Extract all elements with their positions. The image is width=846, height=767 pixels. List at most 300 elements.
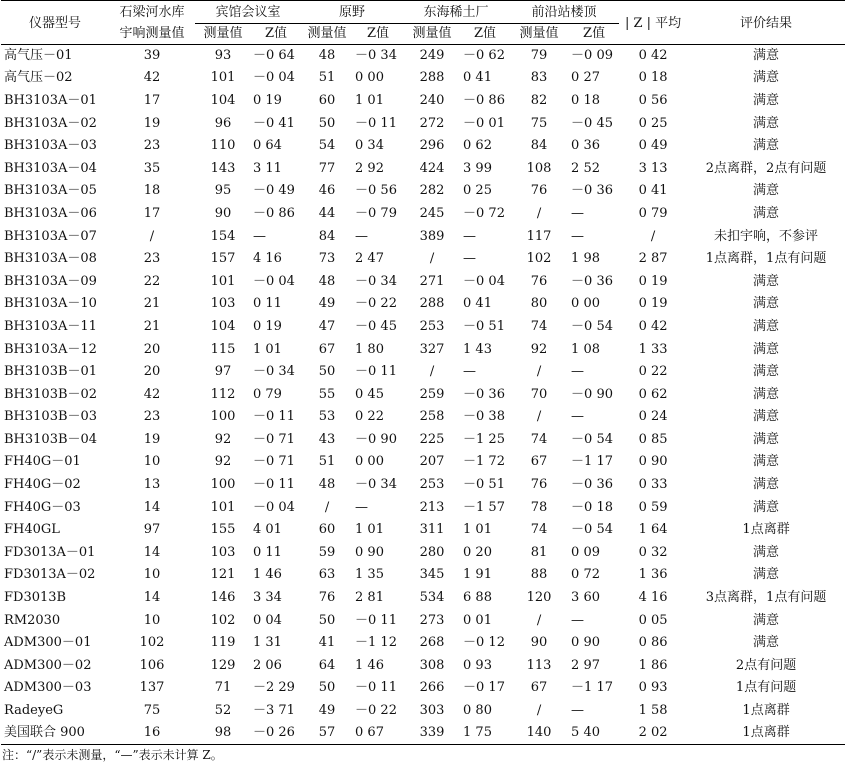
- site4-z-cell: 0 80: [463, 703, 492, 719]
- site5-z-cell: —: [571, 612, 585, 628]
- site5-z-cell: 1 98: [571, 251, 600, 267]
- zavg-cell: 0 85: [638, 431, 668, 447]
- site3-z-cell: 1 01: [355, 92, 384, 108]
- site5-z-cell: 5 40: [569, 722, 619, 745]
- result-cell: 满意: [753, 567, 780, 583]
- table-footnote: 注：“/”表示未测量，“—”表示未计算 Z。: [2, 748, 223, 762]
- model-cell: FD3013A－02: [4, 567, 96, 583]
- site1-value-cell: 23: [143, 138, 161, 154]
- site2-meas-cell: 157: [210, 251, 236, 267]
- site2-z-cell: －0 71: [253, 454, 295, 470]
- site2-meas-cell: 101: [210, 499, 236, 515]
- site4-z-cell: 0 41: [463, 296, 492, 312]
- result-cell: 2点离群，2点有问题: [705, 160, 827, 176]
- site4-meas-cell: 339: [403, 722, 461, 745]
- site5-meas-cell: 76: [530, 183, 548, 199]
- table-row: [1, 609, 845, 632]
- site4-z-cell: 0 41: [463, 70, 492, 86]
- site4-z-cell: 0 62: [463, 138, 492, 154]
- result-cell: 满意: [753, 205, 780, 221]
- site4-z-cell: 0 01: [463, 612, 492, 628]
- site5-z-cell: －0 36: [571, 273, 613, 289]
- site5-meas-cell: /: [536, 409, 542, 425]
- site4-meas-cell: 272: [419, 115, 445, 131]
- zavg-cell: 0 42: [638, 48, 668, 64]
- site4-meas-cell: /: [429, 364, 435, 380]
- site2-meas-cell: 143: [210, 160, 236, 176]
- site4-z-cell: －1 25: [463, 431, 505, 447]
- result-cell: 1点离群: [742, 522, 790, 538]
- site4-z-cell: －0 12: [463, 635, 505, 651]
- header-site1-line1: 石梁河水库: [109, 1, 195, 24]
- header-model: 仪器型号: [1, 1, 109, 45]
- site4-meas-cell: 271: [419, 273, 445, 289]
- header-result: 评价结果: [687, 1, 845, 45]
- site4-meas-cell: /: [429, 251, 435, 267]
- site4-z-cell: 1 43: [463, 341, 492, 357]
- result-cell: 满意: [753, 635, 780, 651]
- site1-value-cell: 19: [143, 115, 161, 131]
- site4-z-cell: －0 62: [463, 48, 505, 64]
- site2-meas-cell: 110: [210, 138, 236, 154]
- table-row: [1, 90, 845, 113]
- result-cell: 3点离群，1点有问题: [705, 590, 827, 606]
- site2-meas-cell: 154: [210, 228, 236, 244]
- table-row: [1, 157, 845, 180]
- site5-meas-cell: 67: [530, 454, 548, 470]
- site2-z-cell: －2 29: [253, 680, 295, 696]
- zavg-cell: 1 64: [638, 522, 668, 538]
- zavg-cell: 0 32: [638, 544, 668, 560]
- site5-meas-cell: 74: [530, 431, 548, 447]
- site4-meas-cell: 245: [419, 205, 445, 221]
- table-row: [1, 496, 845, 519]
- site5-meas-cell: 76: [530, 477, 548, 493]
- site3-z-cell: 2 81: [355, 590, 384, 606]
- site3-z-cell: －0 22: [355, 296, 397, 312]
- site3-z-cell: －0 90: [355, 431, 397, 447]
- site5-meas-cell: /: [536, 612, 542, 628]
- site3-meas-cell: 54: [318, 138, 336, 154]
- site4-z-cell: 0 20: [463, 544, 492, 560]
- site5-z-cell: －0 36: [571, 477, 613, 493]
- site5-meas-cell: 80: [530, 296, 548, 312]
- site4-z-cell: 1 91: [463, 567, 492, 583]
- site2-z-cell: 1 46: [253, 567, 282, 583]
- result-cell: 满意: [753, 364, 780, 380]
- site2-meas-cell: 104: [210, 92, 236, 108]
- site5-meas-cell: 102: [526, 251, 552, 267]
- site3-meas-cell: 60: [318, 522, 336, 538]
- header-site2: 宾馆会议室: [195, 1, 301, 24]
- table-row: [1, 203, 845, 226]
- result-cell: 满意: [753, 454, 780, 470]
- site4-meas-cell: 273: [419, 612, 445, 628]
- model-cell: RadeyeG: [4, 703, 64, 719]
- site2-z-cell: 0 04: [253, 612, 282, 628]
- site5-z-cell: －1 17: [571, 680, 613, 696]
- site5-meas-cell: 83: [530, 70, 548, 86]
- site1-value-cell: 106: [139, 657, 165, 673]
- result-cell: 满意: [753, 409, 780, 425]
- model-cell: BH3103B－01: [4, 364, 98, 380]
- site3-meas-cell: 48: [318, 273, 336, 289]
- model-cell: BH3103B－03: [4, 409, 98, 425]
- site2-meas-cell: 121: [210, 567, 236, 583]
- site2-z-cell: －0 86: [253, 205, 295, 221]
- site3-meas-cell: 48: [318, 477, 336, 493]
- table-row: [1, 180, 845, 203]
- site3-meas-cell: 47: [318, 318, 336, 334]
- zavg-cell: 0 19: [638, 273, 668, 289]
- header-site4: 东海稀土厂: [403, 1, 509, 24]
- site3-meas-cell: 50: [318, 612, 336, 628]
- site1-value-cell: 35: [143, 160, 161, 176]
- site4-z-cell: 0 25: [463, 183, 492, 199]
- zavg-cell: 0 18: [638, 70, 668, 86]
- site2-z-cell: 3 11: [253, 160, 282, 176]
- site3-z-cell: 0 00: [355, 454, 384, 470]
- site4-meas-cell: 280: [419, 544, 445, 560]
- site2-meas-cell: 93: [214, 48, 232, 64]
- site3-meas-cell: 60: [318, 92, 336, 108]
- site3-meas-cell: 76: [318, 590, 336, 606]
- zavg-cell: 0 22: [638, 364, 668, 380]
- site2-z-cell: －3 71: [253, 703, 295, 719]
- site1-value-cell: 42: [143, 70, 161, 86]
- site5-z-cell: －0 90: [571, 386, 613, 402]
- site5-meas-cell: 67: [530, 680, 548, 696]
- model-cell: ADM300－03: [4, 680, 92, 696]
- table-row: [1, 112, 845, 135]
- header-site3: 原野: [301, 1, 403, 24]
- site2-z-cell: 0 79: [253, 386, 282, 402]
- model-cell: BH3103A－07: [4, 228, 97, 244]
- site1-value-cell: 39: [143, 48, 161, 64]
- site5-z-cell: —: [571, 364, 585, 380]
- site2-meas-cell: 100: [210, 409, 236, 425]
- model-cell: BH3103A－12: [4, 341, 97, 357]
- model-cell: 高气压－02: [4, 70, 73, 86]
- site4-z-cell: －0 17: [463, 680, 505, 696]
- site3-z-cell: －0 56: [355, 183, 397, 199]
- site4-z-cell: －0 51: [463, 477, 505, 493]
- zavg-cell: 0 93: [638, 680, 668, 696]
- site4-meas-cell: 389: [419, 228, 445, 244]
- table-row: [1, 406, 845, 429]
- site3-meas-cell: 51: [318, 70, 336, 86]
- zavg-cell: 0 62: [638, 386, 668, 402]
- site5-z-cell: －0 54: [571, 318, 613, 334]
- site1-value-cell: 20: [143, 364, 161, 380]
- site3-meas-cell: 77: [318, 160, 336, 176]
- site4-z-cell: －1 57: [463, 499, 505, 515]
- site3-z-cell: —: [355, 228, 369, 244]
- site4-meas-cell: 207: [419, 454, 445, 470]
- site5-z-cell: 2 97: [571, 657, 600, 673]
- site4-meas-cell: 225: [419, 431, 445, 447]
- model-cell: BH3103A－05: [4, 183, 97, 199]
- site5-meas-cell: 74: [530, 522, 548, 538]
- site5-z-cell: 0 18: [571, 92, 600, 108]
- site1-value-cell: 42: [143, 386, 161, 402]
- zavg-cell: 0 24: [638, 409, 668, 425]
- site4-z-cell: —: [463, 364, 477, 380]
- site3-z-cell: 2 47: [355, 251, 384, 267]
- site2-meas-cell: 101: [210, 273, 236, 289]
- table-row: [1, 542, 845, 565]
- model-cell: BH3103A－04: [4, 160, 97, 176]
- site5-z-cell: 0 00: [571, 296, 600, 312]
- site2-z-cell: 0 19: [253, 318, 282, 334]
- site2-z-cell: －0 64: [253, 48, 295, 64]
- site3-z-cell: 0 45: [355, 386, 384, 402]
- model-cell: FH40G－03: [4, 499, 81, 515]
- table-row: [1, 135, 845, 158]
- site2-z-cell: 3 34: [253, 590, 282, 606]
- site3-meas-cell: 46: [318, 183, 336, 199]
- site5-meas-cell: 140: [509, 722, 569, 745]
- site1-value-cell: 13: [143, 477, 161, 493]
- site3-z-cell: 0 22: [355, 409, 384, 425]
- site2-z-cell: －0 34: [253, 364, 295, 380]
- site5-meas-cell: 81: [530, 544, 548, 560]
- header-z: Z值: [367, 26, 390, 41]
- site4-meas-cell: 534: [419, 590, 445, 606]
- site4-meas-cell: 268: [419, 635, 445, 651]
- model-cell: 美国联合 900: [1, 722, 109, 745]
- site4-z-cell: 6 88: [463, 590, 492, 606]
- zavg-cell: 1 36: [638, 567, 668, 583]
- site3-meas-cell: 53: [318, 409, 336, 425]
- zavg-cell: 0 41: [638, 183, 668, 199]
- model-cell: FD3013B: [4, 590, 67, 606]
- model-cell: BH3103A－08: [4, 251, 97, 267]
- site1-value-cell: 19: [143, 431, 161, 447]
- model-cell: BH3103A－03: [4, 138, 97, 154]
- model-cell: FH40GL: [4, 522, 60, 538]
- site2-meas-cell: 71: [214, 680, 232, 696]
- table-row: [1, 519, 845, 542]
- site3-z-cell: －0 34: [355, 48, 397, 64]
- site5-z-cell: —: [571, 409, 585, 425]
- site5-z-cell: －0 54: [571, 431, 613, 447]
- table-row: [1, 700, 845, 723]
- zavg-cell: 2 02: [619, 722, 687, 745]
- site1-value-cell: 18: [143, 183, 161, 199]
- site5-z-cell: －0 36: [571, 183, 613, 199]
- result-cell: 满意: [753, 48, 780, 64]
- site3-z-cell: 1 35: [355, 567, 384, 583]
- site2-meas-cell: 97: [214, 364, 232, 380]
- site3-meas-cell: 59: [318, 544, 336, 560]
- site3-z-cell: －0 79: [355, 205, 397, 221]
- model-cell: FD3013A－01: [4, 544, 96, 560]
- result-cell: 满意: [753, 92, 780, 108]
- site3-meas-cell: 44: [318, 205, 336, 221]
- site5-z-cell: 1 08: [571, 341, 600, 357]
- model-cell: FH40G－02: [4, 477, 81, 493]
- zavg-cell: 0 42: [638, 318, 668, 334]
- site3-z-cell: －0 34: [355, 273, 397, 289]
- site1-value-cell: 21: [143, 296, 161, 312]
- zavg-cell: 0 19: [638, 296, 668, 312]
- result-cell: 1点离群: [687, 722, 845, 745]
- site5-meas-cell: /: [536, 703, 542, 719]
- table-row: [1, 677, 845, 700]
- zavg-cell: 0 49: [638, 138, 668, 154]
- site1-value-cell: 137: [139, 680, 165, 696]
- table-row: [1, 316, 845, 339]
- site5-z-cell: —: [571, 703, 585, 719]
- site1-value-cell: 17: [143, 205, 161, 221]
- site4-meas-cell: 258: [419, 409, 445, 425]
- result-cell: 满意: [753, 115, 780, 131]
- result-cell: 满意: [753, 138, 780, 154]
- site3-meas-cell: 49: [318, 296, 336, 312]
- site4-meas-cell: 259: [419, 386, 445, 402]
- table-row: [1, 632, 845, 655]
- site5-meas-cell: 113: [526, 657, 552, 673]
- site5-z-cell: －0 09: [571, 48, 613, 64]
- site2-z-cell: －0 04: [253, 273, 295, 289]
- site1-value-cell: 23: [143, 251, 161, 267]
- zavg-cell: 4 16: [638, 590, 668, 606]
- table-row: [1, 655, 845, 678]
- result-cell: 满意: [753, 544, 780, 560]
- site2-z-cell: －0 41: [253, 115, 295, 131]
- site3-z-cell: －0 11: [355, 680, 397, 696]
- site4-z-cell: －0 38: [463, 409, 505, 425]
- site2-z-cell: －0 04: [253, 70, 295, 86]
- result-cell: 满意: [753, 431, 780, 447]
- zavg-cell: /: [650, 228, 656, 244]
- site5-meas-cell: 84: [530, 138, 548, 154]
- site3-meas-cell: 73: [318, 251, 336, 267]
- header-meas: 测量值: [519, 26, 559, 41]
- site1-value-cell: 10: [143, 612, 161, 628]
- site1-value-cell: 10: [143, 454, 161, 470]
- result-cell: 1点离群: [742, 703, 790, 719]
- site3-meas-cell: 63: [318, 567, 336, 583]
- site4-meas-cell: 311: [419, 522, 445, 538]
- site2-z-cell: －0 04: [253, 499, 295, 515]
- site5-z-cell: —: [571, 205, 585, 221]
- site3-meas-cell: /: [324, 499, 330, 515]
- zavg-cell: 0 56: [638, 92, 668, 108]
- site5-meas-cell: 117: [526, 228, 552, 244]
- result-cell: 满意: [753, 296, 780, 312]
- site4-meas-cell: 266: [419, 680, 445, 696]
- site5-meas-cell: 90: [530, 635, 548, 651]
- result-cell: 满意: [753, 273, 780, 289]
- result-cell: 满意: [753, 386, 780, 402]
- zavg-cell: 0 33: [638, 477, 668, 493]
- site4-z-cell: －0 86: [463, 92, 505, 108]
- table-row: [1, 270, 845, 293]
- site4-meas-cell: 240: [419, 92, 445, 108]
- site1-value-cell: 14: [143, 544, 161, 560]
- site5-meas-cell: 120: [526, 590, 552, 606]
- site5-meas-cell: 76: [530, 273, 548, 289]
- site1-value-cell: 10: [143, 567, 161, 583]
- site4-meas-cell: 249: [419, 48, 445, 64]
- table-row: [1, 338, 845, 361]
- site1-value-cell: 75: [143, 703, 161, 719]
- header-z: Z值: [583, 26, 606, 41]
- site2-z-cell: 0 11: [253, 544, 282, 560]
- site2-z-cell: 1 31: [253, 635, 282, 651]
- model-cell: RM2030: [4, 612, 61, 628]
- site2-meas-cell: 102: [210, 612, 236, 628]
- site5-z-cell: 3 60: [571, 590, 600, 606]
- result-cell: 满意: [753, 477, 780, 493]
- site2-z-cell: －0 11: [253, 409, 295, 425]
- zavg-cell: 0 25: [638, 115, 668, 131]
- site4-meas-cell: 296: [419, 138, 445, 154]
- site3-z-cell: －0 45: [355, 318, 397, 334]
- site4-meas-cell: 253: [419, 477, 445, 493]
- site2-meas-cell: 101: [210, 70, 236, 86]
- site1-value-cell: 22: [143, 273, 161, 289]
- table-row: [1, 383, 845, 406]
- site1-value-cell: 97: [143, 522, 161, 538]
- zavg-cell: 0 79: [638, 205, 668, 221]
- site2-meas-cell: 90: [214, 205, 232, 221]
- site2-meas-cell: 155: [210, 522, 236, 538]
- model-cell: BH3103A－09: [4, 273, 97, 289]
- site4-z-cell: －0 72: [463, 205, 505, 221]
- site4-meas-cell: 213: [419, 499, 445, 515]
- table-row: [1, 67, 845, 90]
- zavg-cell: 0 05: [638, 612, 668, 628]
- zavg-cell: 0 59: [638, 499, 668, 515]
- site4-z-cell: －1 72: [463, 454, 505, 470]
- site5-meas-cell: 78: [530, 499, 548, 515]
- site4-meas-cell: 282: [419, 183, 445, 199]
- zavg-cell: 3 13: [638, 160, 668, 176]
- site5-meas-cell: 75: [530, 115, 548, 131]
- site3-meas-cell: 48: [318, 48, 336, 64]
- site4-z-cell: 0 93: [463, 657, 492, 673]
- site2-meas-cell: 52: [214, 703, 232, 719]
- site3-meas-cell: 64: [318, 657, 336, 673]
- table-row: [1, 248, 845, 271]
- site5-meas-cell: 70: [530, 386, 548, 402]
- site3-z-cell: 1 01: [355, 522, 384, 538]
- site2-meas-cell: 103: [210, 544, 236, 560]
- site3-meas-cell: 49: [318, 703, 336, 719]
- header-zavg: | Z | 平均: [619, 1, 687, 45]
- site3-z-cell: －0 11: [355, 115, 397, 131]
- site4-meas-cell: 327: [419, 341, 445, 357]
- site1-value-cell: 14: [143, 499, 161, 515]
- site4-meas-cell: 288: [419, 296, 445, 312]
- site2-z-cell: －0 26: [251, 722, 301, 745]
- site5-z-cell: －0 54: [571, 522, 613, 538]
- site1-value-cell: 21: [143, 318, 161, 334]
- site3-meas-cell: 50: [318, 364, 336, 380]
- site4-meas-cell: 288: [419, 70, 445, 86]
- site3-meas-cell: 51: [318, 454, 336, 470]
- site3-z-cell: －0 34: [355, 477, 397, 493]
- header-z: Z值: [264, 26, 288, 41]
- site4-meas-cell: 424: [419, 160, 445, 176]
- table-row: [1, 45, 845, 68]
- site1-value-cell: 17: [143, 92, 161, 108]
- header-meas: 测量值: [307, 26, 347, 41]
- site1-value-cell: 23: [143, 409, 161, 425]
